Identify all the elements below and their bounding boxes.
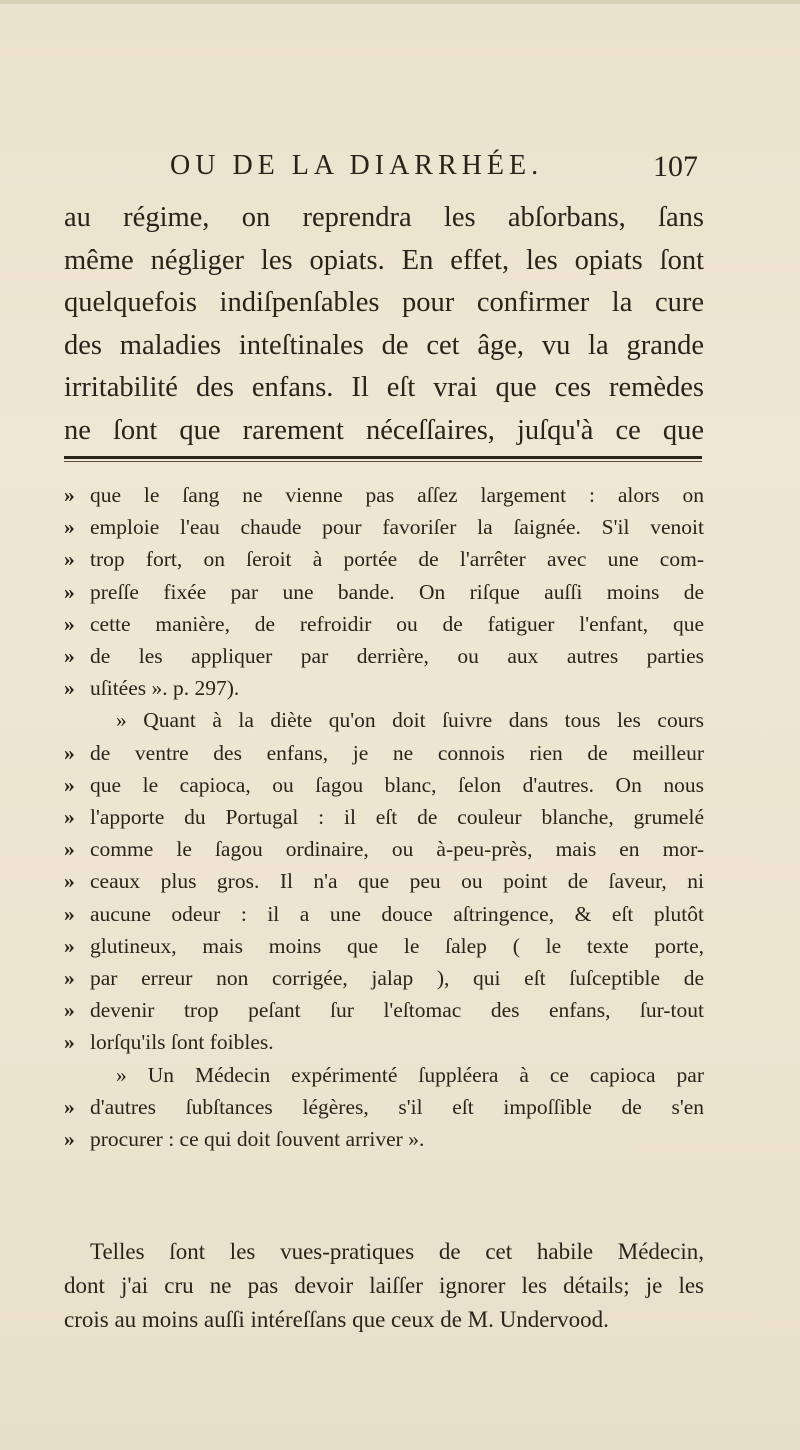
quote-line — [64, 962, 704, 994]
quote-text: lorſqu'ils ſont foibles. — [90, 1030, 274, 1055]
quote-line — [64, 769, 704, 801]
text-line: même négliger les opiats. En effet, les opiats ſont — [64, 244, 704, 276]
separator-rule-thin — [64, 461, 702, 462]
quote-line — [64, 865, 704, 897]
quote-mark: » — [64, 998, 75, 1023]
quote-text: preſſe fixée par une bande. On riſque auſſi moins de — [90, 579, 704, 604]
quote-mark: » — [64, 611, 75, 636]
page-number: 107 — [653, 150, 698, 183]
quote-line — [64, 994, 704, 1026]
text-line: ne ſont que rarement néceſſaires, juſqu'à ce que — [64, 414, 704, 446]
quote-text: devenir trop peſant ſur l'eſtomac des enfans, ſur-tout — [90, 998, 704, 1023]
quote-text: de les appliquer par derrière, ou aux autres parties — [90, 644, 704, 669]
quote-line — [64, 672, 704, 704]
quote-mark: » — [64, 772, 75, 797]
quote-line — [64, 833, 704, 865]
quote-text: de ventre des enfans, je ne connois rien de meilleur — [90, 740, 704, 765]
page-header — [170, 150, 710, 198]
quote-line — [64, 576, 704, 608]
quote-line — [64, 640, 704, 672]
quote-text: ceaux plus gros. Il n'a que peu ou point de ſaveur, ni — [90, 869, 704, 894]
quote-mark: » — [64, 1030, 75, 1055]
quote-text: d'autres ſubſtances légères, s'il eſt impoſſible de s'en — [90, 1094, 704, 1119]
text-line: des maladies inteſtinales de cet âge, vu la grande — [64, 329, 704, 361]
quote-mark: » — [64, 644, 75, 669]
quote-mark: » — [64, 837, 75, 862]
quote-mark: » — [64, 483, 75, 507]
quote-mark: » — [64, 547, 75, 572]
quote-mark: » — [64, 869, 75, 894]
quote-line — [64, 543, 704, 575]
quote-text: » Un Médecin expérimenté ſuppléera à ce capioca par — [116, 1062, 704, 1087]
quote-text: comme le ſagou ordinaire, ou à-peu-près, mais en mor- — [90, 837, 704, 862]
quote-text: par erreur non corrigée, jalap ), qui eſt ſuſceptible de — [90, 966, 704, 991]
quote-text: procurer : ce qui doit ſouvent arriver ». — [90, 1127, 425, 1152]
quote-line — [64, 511, 704, 543]
quote-text: l'apporte du Portugal : il eſt de couleur blanche, grumelé — [90, 805, 704, 830]
quote-line — [64, 1123, 704, 1155]
quote-text: que le ſang ne vienne pas aſſez largement : alors on — [90, 483, 704, 507]
quote-line — [64, 1091, 704, 1123]
quote-mark: » — [64, 579, 75, 604]
quote-mark: » — [64, 966, 75, 991]
quote-line — [64, 479, 704, 511]
quote-text: que le capioca, ou ſagou blanc, ſelon d'autres. On nous — [90, 772, 704, 797]
quote-line — [64, 898, 704, 930]
quote-mark: » — [64, 933, 75, 958]
quote-text: uſitées ». p. 297). — [90, 676, 240, 701]
quote-line — [64, 737, 704, 769]
text-line: Telles ſont les vues-pratiques de cet habile Médecin, — [90, 1239, 704, 1264]
quote-line — [64, 1026, 704, 1058]
quote-mark: » — [64, 676, 75, 701]
text-line: au régime, on reprendra les abſorbans, ſans — [64, 202, 704, 233]
quote-mark: » — [64, 1127, 75, 1152]
separator-rule — [64, 456, 702, 459]
quote-line — [64, 1059, 704, 1091]
quote-line — [64, 801, 704, 833]
quote-mark: » — [64, 515, 75, 540]
closing-paragraph — [64, 1235, 704, 1337]
quoted-passage — [64, 479, 704, 1155]
text-line: irritabilité des enfans. Il eſt vrai que ces remèdes — [64, 372, 704, 403]
quote-text: cette manière, de refroidir ou de fatiguer l'enfant, que — [90, 611, 704, 636]
text-line: quelquefois indiſpenſables pour confirmer la cure — [64, 287, 704, 318]
quote-mark: » — [64, 901, 75, 926]
quote-text: » Quant à la diète qu'on doit ſuivre dans tous les cours — [116, 708, 704, 733]
page-top-edge — [0, 0, 800, 4]
quote-text: aucune odeur : il a une douce aſtringence, & eſt plutôt — [90, 901, 704, 926]
quote-mark: » — [64, 805, 75, 830]
main-paragraph — [64, 197, 704, 452]
running-head: OU DE LA DIARRHÉE. — [170, 150, 544, 181]
quote-line — [64, 704, 704, 736]
quote-text: glutineux, mais moins que le ſalep ( le texte porte, — [90, 933, 704, 958]
quote-line — [64, 608, 704, 640]
quote-mark: » — [64, 1094, 75, 1119]
text-line: crois au moins auſſi intéreſſans que ceux de M. Undervood. — [64, 1307, 609, 1332]
quote-mark: » — [64, 740, 75, 765]
quote-line — [64, 930, 704, 962]
quote-text: emploie l'eau chaude pour favoriſer la ſaignée. S'il venoit — [90, 515, 704, 540]
text-line: dont j'ai cru ne pas devoir laiſſer ignorer les détails; je les — [64, 1273, 704, 1298]
quote-text: trop fort, on ſeroit à portée de l'arrêter avec une com- — [90, 547, 704, 572]
